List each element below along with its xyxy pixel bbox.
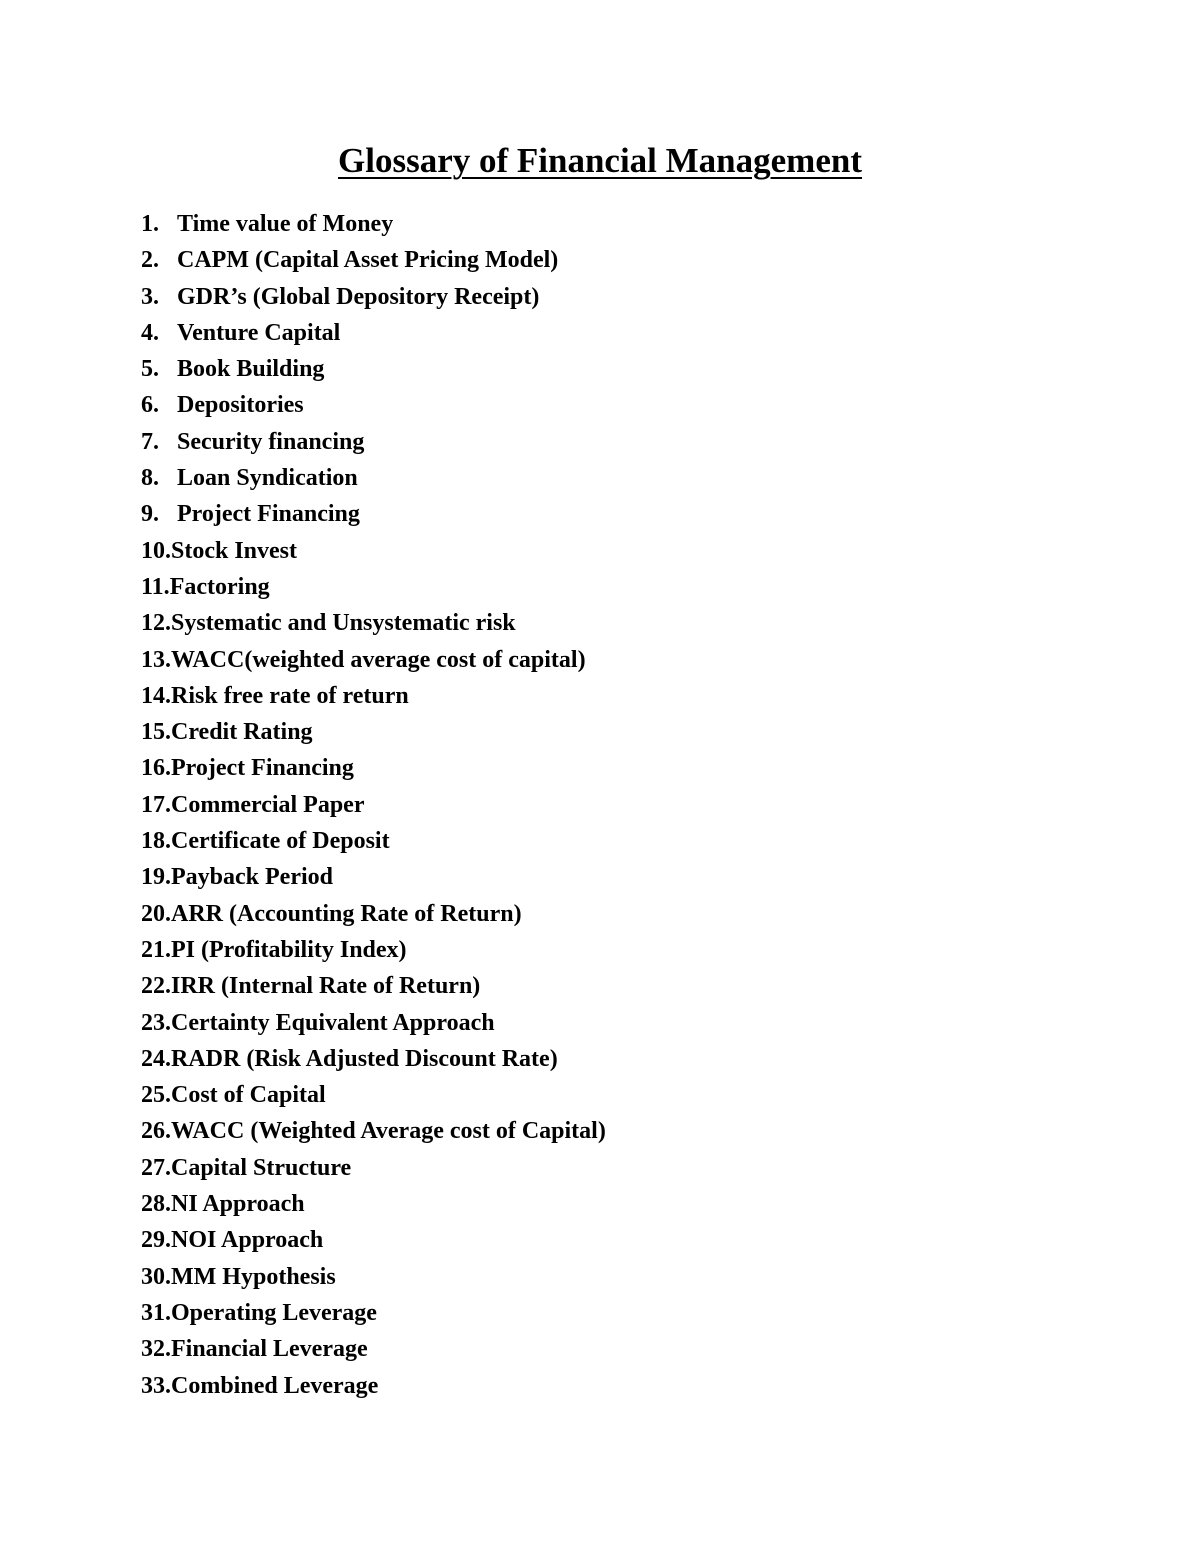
glossary-item — [141, 460, 606, 496]
glossary-item-term: Factoring — [169, 573, 270, 600]
glossary-item — [141, 642, 606, 678]
glossary-item — [141, 1113, 606, 1149]
glossary-item-number: 4. — [141, 319, 159, 346]
glossary-item-term: Credit Rating — [171, 719, 313, 746]
glossary-item — [141, 1150, 606, 1186]
glossary-item-term: RADR (Risk Adjusted Discount Rate) — [171, 1045, 558, 1072]
glossary-item-number: 21. — [141, 936, 171, 963]
glossary-item-term: Time value of Money — [177, 211, 394, 237]
glossary-item-number: 28. — [141, 1191, 171, 1218]
glossary-item-term: Certificate of Deposit — [171, 828, 390, 855]
glossary-item-term: Systematic and Unsystematic risk — [171, 610, 516, 637]
glossary-item-term: Payback Period — [171, 864, 333, 891]
glossary-item — [141, 1368, 606, 1404]
glossary-item-number: 6. — [141, 392, 159, 419]
glossary-item-term: WACC(weighted average cost of capital) — [171, 646, 586, 673]
page-title: Glossary of Financial Management — [338, 141, 862, 180]
glossary-item-term: Stock Invest — [171, 537, 298, 564]
glossary-item-number: 32. — [141, 1336, 171, 1363]
glossary-item — [141, 750, 606, 786]
glossary-item-term: Operating Leverage — [171, 1299, 377, 1326]
glossary-item-number: 25. — [141, 1082, 171, 1109]
glossary-item-term: Cost of Capital — [171, 1082, 326, 1109]
glossary-item-number: 29. — [141, 1227, 171, 1254]
glossary-item — [141, 932, 606, 968]
glossary-item — [141, 1295, 606, 1331]
glossary-item-number: 13. — [141, 646, 171, 673]
glossary-item-number: 9. — [141, 501, 159, 528]
glossary-item — [141, 351, 606, 387]
glossary-item-term: NOI Approach — [171, 1227, 324, 1254]
glossary-item — [141, 605, 606, 641]
glossary-item-number: 17. — [141, 791, 171, 818]
glossary-item-term: Project Financing — [177, 501, 360, 528]
glossary-item-term: Project Financing — [171, 755, 354, 782]
glossary-item-number: 20. — [141, 900, 171, 927]
glossary-item — [141, 387, 606, 423]
glossary-item-number: 10. — [141, 537, 171, 564]
glossary-item-term: Capital Structure — [171, 1154, 352, 1181]
glossary-item — [141, 968, 606, 1004]
glossary-item-number: 7. — [141, 428, 159, 455]
glossary-item-number: 23. — [141, 1009, 171, 1036]
glossary-item-number: 18. — [141, 828, 171, 855]
glossary-item-number: 27. — [141, 1154, 171, 1181]
glossary-item-term: Combined Leverage — [171, 1372, 379, 1399]
glossary-item — [141, 206, 606, 242]
glossary-item-term: PI (Profitability Index) — [171, 936, 407, 963]
glossary-item-number: 24. — [141, 1045, 171, 1072]
glossary-item — [141, 1259, 606, 1295]
glossary-item-number: 19. — [141, 864, 171, 891]
glossary-item — [141, 496, 606, 532]
glossary-item-term: Risk free rate of return — [171, 682, 409, 709]
glossary-item — [141, 714, 606, 750]
glossary-item-term: ARR (Accounting Rate of Return) — [171, 900, 522, 927]
glossary-item-number: 11. — [141, 573, 170, 600]
glossary-list — [141, 206, 606, 1404]
glossary-item-term: MM Hypothesis — [171, 1263, 336, 1290]
glossary-item-term: Book Building — [177, 356, 325, 383]
glossary-item-number: 3. — [141, 283, 159, 310]
glossary-item — [141, 1331, 606, 1367]
glossary-item-term: Commercial Paper — [171, 791, 365, 818]
glossary-item — [141, 896, 606, 932]
glossary-item — [141, 424, 606, 460]
glossary-item-term: Security financing — [177, 428, 365, 455]
glossary-item-number: 33. — [141, 1372, 171, 1399]
glossary-item-term: CAPM (Capital Asset Pricing Model) — [177, 247, 559, 274]
glossary-item-term: NI Approach — [171, 1191, 305, 1218]
glossary-item-number: 8. — [141, 465, 159, 492]
glossary-item-term: GDR’s (Global Depository Receipt) — [177, 283, 540, 310]
glossary-item-number: 30. — [141, 1263, 171, 1290]
glossary-item-term: Certainty Equivalent Approach — [171, 1009, 495, 1036]
glossary-item-number: 16. — [141, 755, 171, 782]
glossary-item-number: 31. — [141, 1299, 171, 1326]
glossary-item — [141, 279, 606, 315]
glossary-item-number: 26. — [141, 1118, 171, 1145]
glossary-item-number: 12. — [141, 610, 171, 637]
glossary-item-number: 1. — [141, 211, 159, 237]
glossary-item-term: Depositories — [177, 392, 304, 419]
glossary-item — [141, 678, 606, 714]
glossary-item — [141, 569, 606, 605]
glossary-item — [141, 1186, 606, 1222]
glossary-item — [141, 242, 606, 278]
glossary-item-term: Loan Syndication — [177, 465, 358, 492]
glossary-item-number: 2. — [141, 247, 159, 274]
glossary-item-term: Venture Capital — [177, 319, 341, 346]
glossary-item-term: WACC (Weighted Average cost of Capital) — [171, 1118, 606, 1145]
glossary-item — [141, 1041, 606, 1077]
glossary-item-term: IRR (Internal Rate of Return) — [171, 973, 481, 1000]
glossary-item — [141, 1005, 606, 1041]
glossary-item — [141, 533, 606, 569]
glossary-item — [141, 315, 606, 351]
glossary-item-number: 14. — [141, 682, 171, 709]
glossary-item — [141, 1222, 606, 1258]
glossary-item-number: 15. — [141, 719, 171, 746]
glossary-item — [141, 787, 606, 823]
glossary-item — [141, 859, 606, 895]
glossary-item-number: 5. — [141, 356, 159, 383]
glossary-item-term: Financial Leverage — [171, 1336, 368, 1363]
glossary-item — [141, 1077, 606, 1113]
glossary-item-number: 22. — [141, 973, 171, 1000]
glossary-item — [141, 823, 606, 859]
